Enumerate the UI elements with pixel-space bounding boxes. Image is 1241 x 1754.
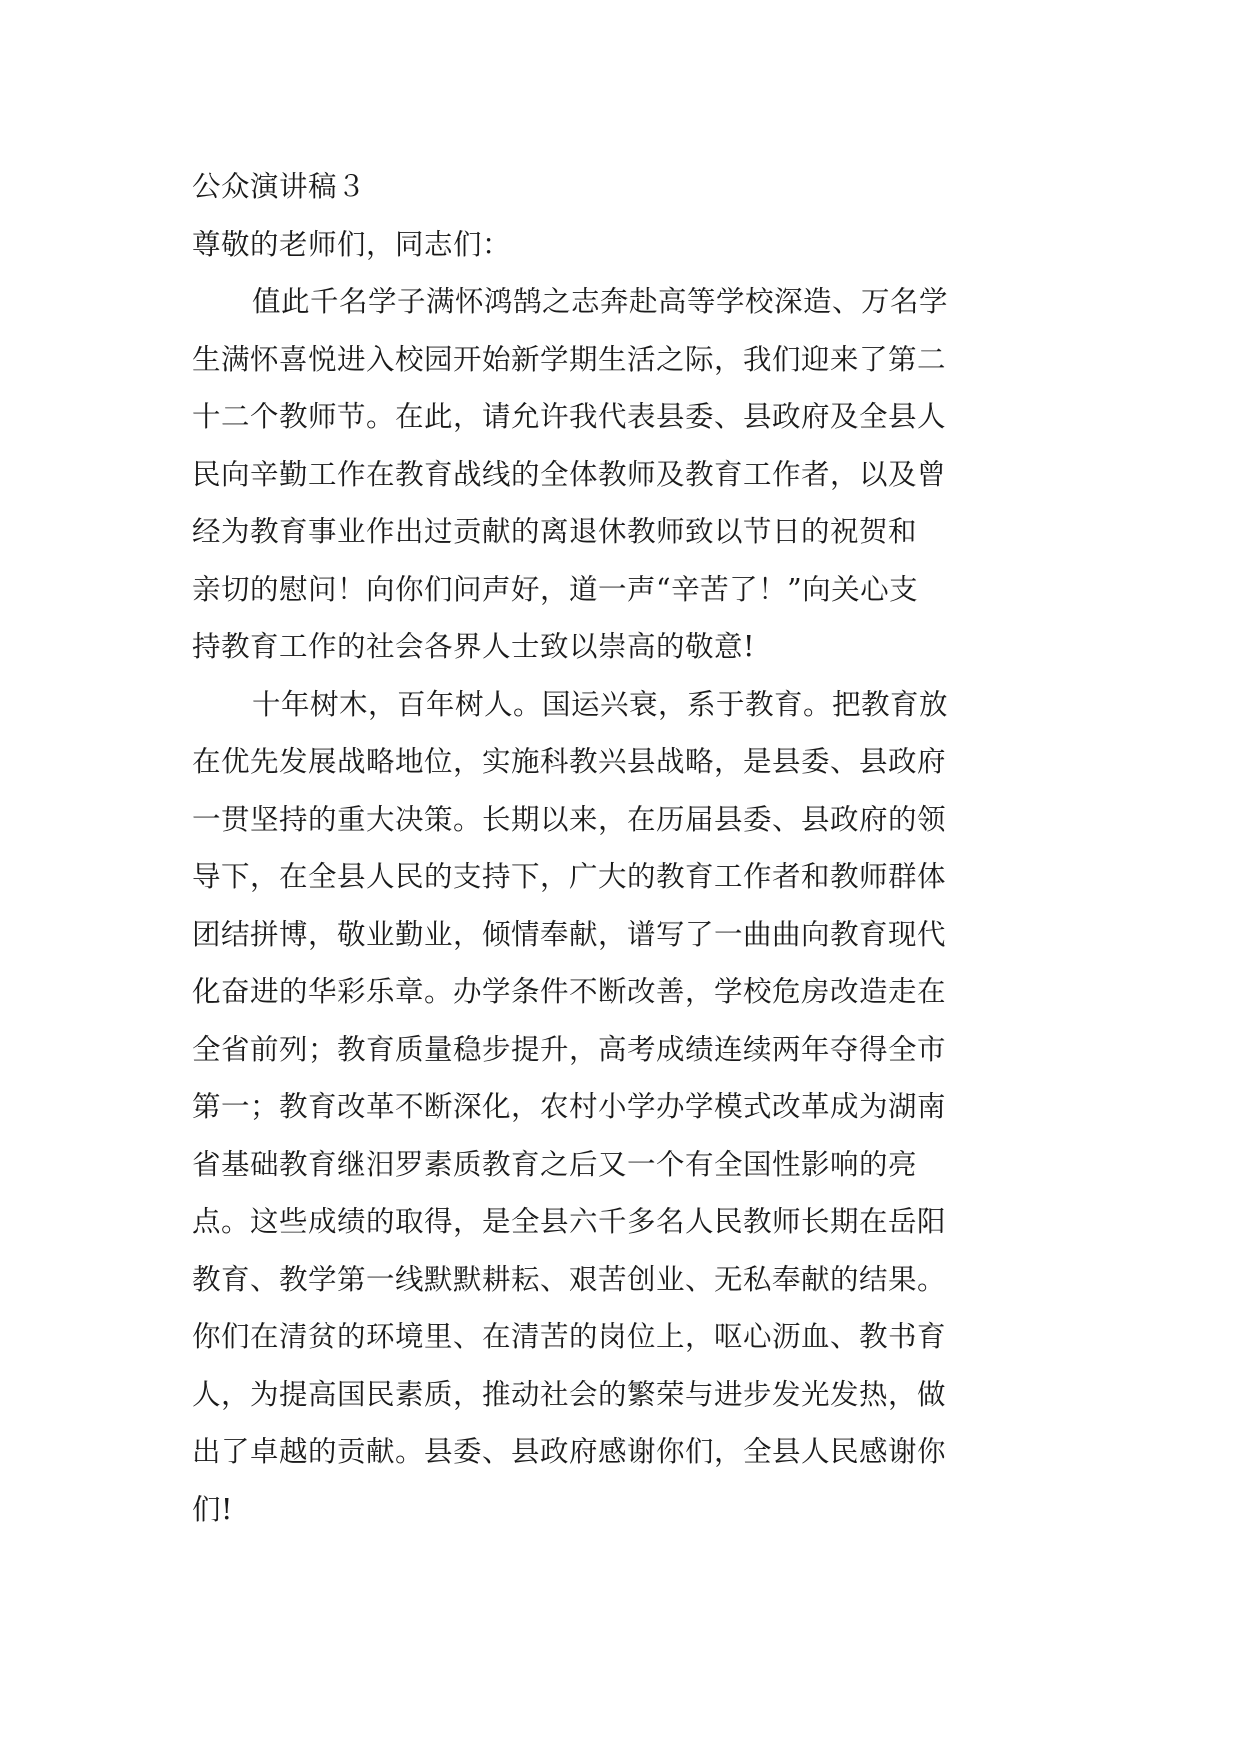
paragraph-line: 化奋进的华彩乐章。办学条件不断改善，学校危房改造走在 — [192, 975, 947, 1008]
paragraph-line: 你们在清贫的环境里、在清苦的岗位上，呕心沥血、教书育 — [192, 1320, 947, 1353]
paragraph-line: 一贯坚持的重大决策。长期以来，在历届县委、县政府的领 — [192, 802, 947, 836]
paragraph-line: 省基础教育继汨罗素质教育之后又一个有全国性影响的亮 — [192, 1147, 918, 1181]
paragraph-line: 生满怀喜悦进入校园开始新学期生活之际，我们迎来了第二 — [192, 342, 947, 376]
salutation: 尊敬的老师们，同志们： — [192, 227, 512, 261]
paragraph-line: 经为教育事业作出过贡献的离退休教师致以节日的祝贺和 — [192, 515, 918, 548]
paragraph-2 — [192, 676, 1052, 1539]
paragraph-line: 值此千名学子满怀鸿鹄之志奔赴高等学校深造、万名学 — [252, 285, 949, 318]
paragraph-line: 教育、教学第一线默默耕耘、艰苦创业、无私奉献的结果。 — [192, 1262, 947, 1296]
paragraph-line: 在优先发展战略地位，实施科教兴县战略，是县委、县政府 — [192, 745, 947, 778]
paragraph-line: 亲切的慰问！向你们问声好，道一声“辛苦了！”向关心支 — [192, 572, 919, 606]
paragraph-line: 们! — [192, 1492, 233, 1526]
paragraph-line: 持教育工作的社会各界人士致以崇高的敬意! — [192, 630, 755, 663]
paragraph-line: 团结拼博，敬业勤业，倾情奉献，谱写了一曲曲向教育现代 — [192, 917, 947, 951]
paragraph-line: 点。这些成绩的取得，是全县六千多名人民教师长期在岳阳 — [192, 1205, 947, 1238]
paragraph-line: 十年树木，百年树人。国运兴衰，系于教育。把教育放 — [252, 687, 949, 721]
document-title: 公众演讲稿３ — [192, 170, 367, 203]
paragraph-line: 第一；教育改革不断深化，农村小学办学模式改革成为湖南 — [192, 1090, 947, 1123]
paragraph-line: 导下，在全县人民的支持下，广大的教育工作者和教师群体 — [192, 860, 947, 893]
paragraph-1 — [192, 273, 1052, 676]
paragraph-line: 民向辛勤工作在教育战线的全体教师及教育工作者，以及曾 — [192, 457, 947, 491]
paragraph-line: 十二个教师节。在此，请允许我代表县委、县政府及全县人 — [192, 400, 947, 433]
document-body — [192, 158, 1052, 1538]
paragraph-line: 人，为提高国民素质，推动社会的繁荣与进步发光发热，做 — [192, 1377, 947, 1411]
paragraph-line: 全省前列；教育质量稳步提升，高考成绩连续两年夺得全市 — [192, 1032, 947, 1066]
paragraph-line: 出了卓越的贡献。县委、县政府感谢你们，全县人民感谢你 — [192, 1435, 947, 1468]
